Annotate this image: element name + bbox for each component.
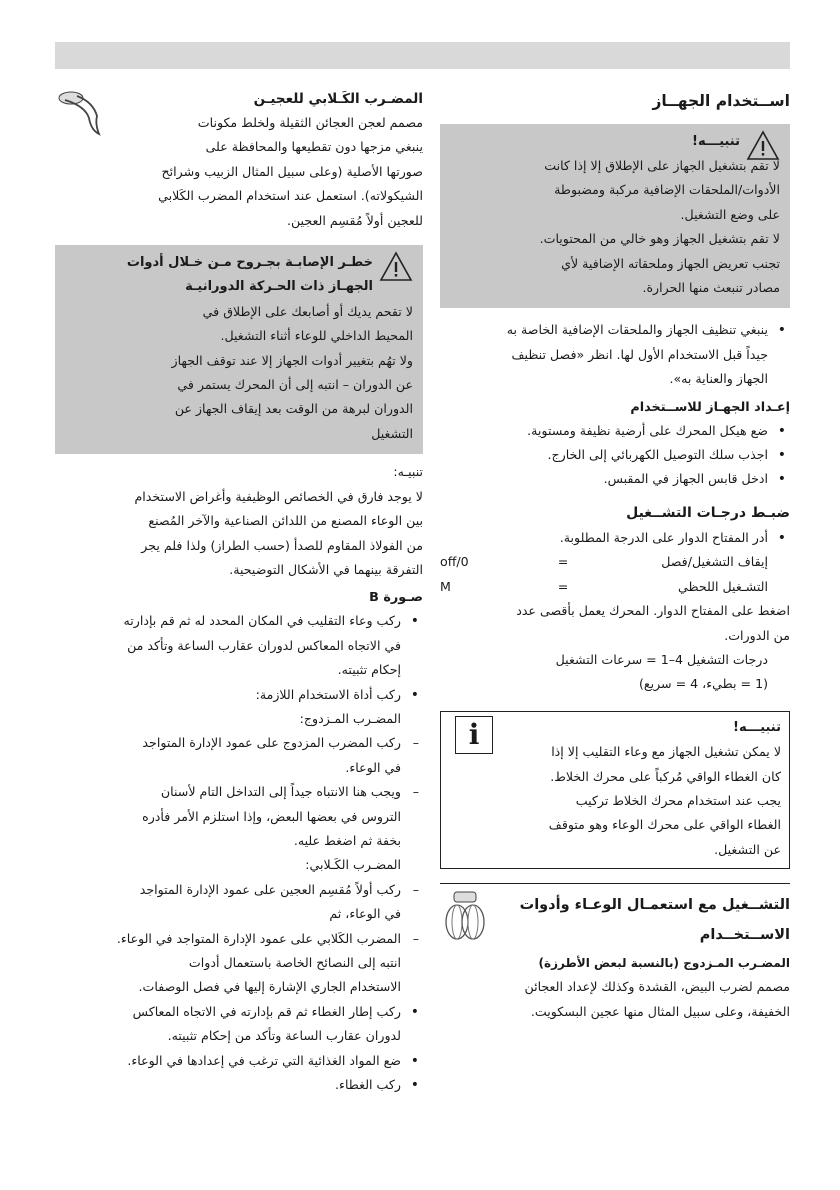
hook-text-line: ينبغي مزجها دون تقطيعها والمحافظة على bbox=[205, 139, 423, 155]
press-text: اضغط على المفتاح الدوار. المحرك يعمل بأقصى عدد من الدورات. bbox=[516, 603, 790, 643]
list-item: • ادخل قابس الجهاز في المقبس. bbox=[440, 467, 790, 491]
steps-list bbox=[55, 609, 423, 707]
info-line: كان الغطاء الواقي مُركباً على محرك الخلاط. bbox=[550, 768, 781, 784]
hook-text-line: صورتها الأصلية (وعلى سبيل المثال الزبيب وشرائح bbox=[161, 163, 423, 179]
note-line: بين الوعاء المصنع من اللدائن الصناعية والآخر المُصنع bbox=[148, 513, 423, 529]
bowl-heading: التشــغيل مع استعمـال الوعـاء وأدوات الاســتخــدام bbox=[519, 897, 790, 944]
setting-row: إيقاف التشغيل/فصل = 0/off bbox=[440, 554, 768, 570]
right-column bbox=[440, 88, 790, 1024]
speed-heading: ضبـط درجـات التشــغيل bbox=[626, 504, 790, 521]
warning-line: الأدوات/الملحقات الإضافية مركبة ومضبوطة bbox=[554, 182, 780, 198]
prep-list bbox=[440, 419, 790, 492]
list-item: • ضع المواد الغذائية التي ترغب في إعدادها في الوعاء. bbox=[55, 1049, 423, 1073]
warning-title: تنبيـــه! bbox=[692, 134, 740, 149]
bowl-section bbox=[440, 883, 790, 1024]
warning-line: لا تقم بتشغيل الجهاز وهو خالي من المحتويات. bbox=[539, 231, 780, 247]
info-box bbox=[440, 711, 790, 869]
info-title: تنبيـــه! bbox=[733, 719, 781, 735]
double-whisk-heading: المضـرب المـزدوج (بالنسبة لبعض الأطرزة) bbox=[538, 956, 790, 971]
hook-text-line: للعجين أولاً مُقسِم العجين. bbox=[286, 212, 423, 228]
injury-warning-box bbox=[55, 245, 423, 454]
double-whisk-steps bbox=[55, 731, 423, 853]
note-line: لا يوجد فارق في الخصائص الوظيفية وأغراض الاستخدام bbox=[134, 488, 423, 504]
list-item: • ضع هيكل المحرك على أرضية نظيفة ومستوية. bbox=[440, 419, 790, 443]
prep-heading: إعـداد الجهـاز للاســتخدام bbox=[630, 399, 790, 415]
hook-label: المضـرب الكَـلابي: bbox=[305, 857, 401, 873]
list-item: – ركب أولاً مُقسِم العجين على عمود الإدارة المتواجد في الوعاء، ثم bbox=[55, 878, 423, 927]
intro-list bbox=[440, 318, 790, 391]
list-item: • ركب وعاء التقليب في المكان المحدد له ثم قم بإدارته في الاتجاه المعاكس لدوران عقارب الساعة وتأكد من إحكام تثبيته. bbox=[55, 609, 423, 682]
left-column bbox=[55, 88, 423, 1097]
list-item: • ركب أداة الاستخدام اللازمة: bbox=[55, 683, 423, 707]
warning-line: مصادر تنبعث منها الحرارة. bbox=[642, 280, 780, 296]
note-label: تنبيـه: bbox=[393, 464, 423, 480]
header-bar bbox=[55, 42, 790, 69]
section-heading-usage: اســتخدام الجهــاز bbox=[652, 92, 790, 110]
list-item: – المضرب الكَلابي على عمود الإدارة المتواجد في الوعاء. bbox=[55, 927, 423, 951]
figure-label: صـورة B bbox=[369, 590, 423, 606]
injury-warning-title: خطـر الإصابـة بجـروح مـن خـلال أدوات الجهـاز ذات الحـركة الدورانيـة bbox=[126, 255, 373, 295]
hook-heading: المضـرب الكَـلابي للعجيـن bbox=[253, 91, 423, 107]
warning-line: لا تقم بتشغيل الجهاز على الإطلاق إلا إذا كانت bbox=[544, 158, 780, 173]
warning-line: عن الدوران – انتبه إلى أن المحرك يستمر في bbox=[177, 377, 413, 393]
info-line: عن التشغيل. bbox=[714, 841, 781, 857]
hook-text-line: الشيكولاته). استعمل عند استخدام المضرب الكَلابي bbox=[158, 188, 423, 204]
warning-line: ولا تهُم بتغيير أدوات الجهاز إلا عند توقف الجهاز bbox=[171, 352, 413, 368]
dough-hook-icon bbox=[55, 88, 107, 138]
warning-line: الدوران لبرهة من الوقت بعد إيقاف الجهاز عن bbox=[174, 401, 413, 417]
note-line: التفرقة بينهما في الأشكال التوضيحية. bbox=[229, 561, 423, 577]
advice-text: انتبه إلى النصائح الخاصة باستعمال أدوات الاستخدام الجاري الإشارة إليها في فصل الوصفات. bbox=[138, 955, 401, 995]
info-icon: i bbox=[455, 716, 493, 754]
warning-box bbox=[440, 124, 790, 308]
levels-text: درجات التشغيل 4–1 = سرعات التشغيل (1 = بطيء، 4 = سريع) bbox=[555, 651, 768, 692]
warning-line: تجنب تعريض الجهاز وملحقاته الإضافية لأي bbox=[561, 255, 780, 271]
warning-line: التشغيل bbox=[371, 425, 413, 441]
list-item: • أدر المفتاح الدوار على الدرجة المطلوبة. bbox=[440, 526, 790, 550]
info-line: يجب عند استخدام محرك الخلاط تركيب bbox=[575, 792, 781, 808]
speed-list bbox=[440, 526, 790, 550]
warning-line: على وضع التشغيل. bbox=[680, 206, 780, 222]
hook-steps bbox=[55, 878, 423, 951]
list-item: • اجذب سلك التوصيل الكهربائي إلى الخارج. bbox=[440, 443, 790, 467]
list-item: – ويجب هنا الانتباه جيداً إلى التداخل التام لأسنان التروس في بعضها البعض، وإذا استلزم الأمر فأدره بخفة ثم اضغط عليه. bbox=[55, 780, 423, 853]
setting-row: التشـغيل اللحظي = M bbox=[440, 578, 768, 594]
double-whisk-text: مصمم لضرب البيض، القشدة وكذلك لإعداد العجائن الخفيفة، وعلى سبيل المثال منها عجين البسكويت. bbox=[524, 979, 790, 1019]
warning-line: المحيط الداخلي للوعاء أثناء التشغيل. bbox=[220, 328, 413, 344]
note-line: من الفولاذ المقاوم للصدأ (حسب الطراز) ولذا فلم يجر bbox=[141, 537, 423, 553]
warning-line: لا تقحم يديك أو أصابعك على الإطلاق في bbox=[202, 303, 413, 319]
list-item: – ركب المضرب المزدوج على عمود الإدارة المتواجد في الوعاء. bbox=[55, 731, 423, 780]
info-line: لا يمكن تشغيل الجهاز مع وعاء التقليب إلا إذا bbox=[551, 744, 781, 760]
hook-section bbox=[55, 88, 423, 160]
steps-list-b bbox=[55, 1000, 423, 1098]
info-line: الغطاء الواقي على محرك الوعاء وهو متوقف bbox=[548, 817, 781, 833]
list-item: • ركب الغطاء. bbox=[55, 1073, 423, 1097]
double-whisk-icon bbox=[440, 890, 490, 946]
list-item: • ينبغي تنظيف الجهاز والملحقات الإضافية الخاصة به جيداً قبل الاستخدام الأول لها. انظر «فصل تنظيف الجهاز والعناية به». bbox=[440, 318, 790, 391]
hook-text-line: مصمم لعجن العجائن الثقيلة ولخلط مكونات bbox=[197, 115, 423, 130]
list-item: • ركب إطار الغطاء ثم قم بإدارته في الاتجاه المعاكس لدوران عقارب الساعة وتأكد من إحكام تثبيته. bbox=[55, 1000, 423, 1049]
double-whisk-label: المضـرب المـزدوج: bbox=[299, 710, 401, 726]
warning-triangle-icon bbox=[379, 251, 413, 283]
